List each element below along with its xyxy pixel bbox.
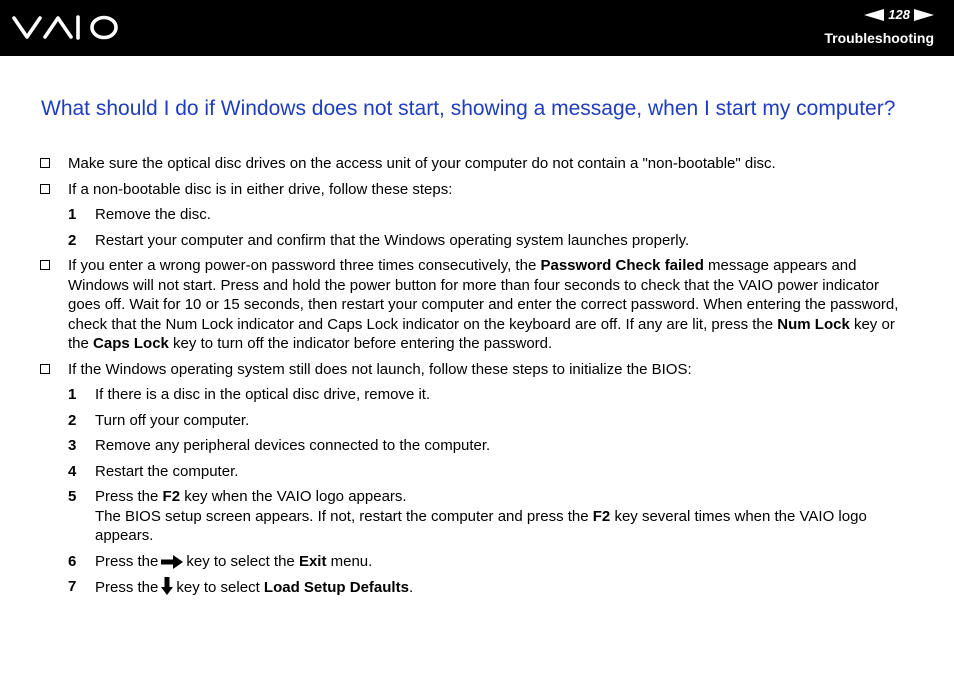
step-text: Remove any peripheral devices connected to the computer. xyxy=(95,437,491,454)
prev-page-icon[interactable] xyxy=(864,9,884,21)
down-arrow-key-icon xyxy=(161,577,173,595)
list-item xyxy=(40,360,915,380)
key-name: Num Lock xyxy=(777,315,850,333)
bullet-text: Make sure the optical disc drives on the access unit of your computer do not contain a "non-bootable" disc. xyxy=(68,155,776,172)
page-navigation xyxy=(864,7,934,22)
bullet-text: If a non-bootable disc is in either drive, follow these steps: xyxy=(68,180,453,198)
step-item xyxy=(40,462,915,482)
step-item xyxy=(40,231,915,251)
menu-item-name: Load Setup Defaults xyxy=(263,579,409,596)
text-run: Press the xyxy=(95,488,163,505)
step-number: 4 xyxy=(68,462,77,480)
step-text: Restart the computer. xyxy=(95,462,239,480)
key-name: F2 xyxy=(162,488,181,505)
checkbox-bullet-icon xyxy=(40,158,50,168)
bullet-text xyxy=(68,257,898,352)
step-item xyxy=(40,436,915,456)
bullet-text: If the Windows operating system still does not launch, follow these steps to initialize the BIOS: xyxy=(68,360,692,378)
page-title: What should I do if Windows does not start, showing a message, when I start my computer? xyxy=(41,97,896,120)
checkbox-bullet-icon xyxy=(40,184,50,194)
text-run: The BIOS setup screen appears. If not, restart the computer and press the xyxy=(95,507,593,525)
right-arrow-key-icon xyxy=(161,555,183,569)
page-header xyxy=(0,0,954,56)
step-number: 5 xyxy=(68,488,77,505)
text-run: Press the xyxy=(95,579,159,596)
list-item xyxy=(40,256,915,354)
step-number: 6 xyxy=(68,552,77,570)
document-body xyxy=(40,154,915,604)
page-number: 128 xyxy=(888,7,910,22)
step-number: 1 xyxy=(68,206,77,223)
step-item xyxy=(40,577,915,598)
step-number: 3 xyxy=(68,437,77,454)
step-item xyxy=(40,487,915,546)
next-page-icon[interactable] xyxy=(914,9,934,21)
text-run: key to turn off the indicator before entering the password. xyxy=(168,335,553,352)
text-run: menu. xyxy=(326,552,373,570)
text-run: . xyxy=(408,579,414,596)
text-run: If you enter a wrong power-on password three times consecutively, the xyxy=(68,257,541,274)
menu-name: Exit xyxy=(298,552,327,570)
step-text xyxy=(95,579,413,596)
list-item xyxy=(40,180,915,200)
step-item xyxy=(40,205,915,225)
checkbox-bullet-icon xyxy=(40,364,50,374)
text-run: message appears and Windows will not start. Press and hold the power button for more than four seconds to check that the VAIO power indicator goes off. Wait for 10 or 15 seconds, then restart your computer and enter the correct password. When entering the password, check that the Num Lock indicator and Caps Lock indicator on the keyboard are off. If any are lit, press the xyxy=(68,257,899,333)
checkbox-bullet-icon xyxy=(40,260,50,270)
text-run: key or the xyxy=(68,315,895,352)
step-text: If there is a disc in the optical disc drive, remove it. xyxy=(95,386,431,403)
step-text: Turn off your computer. xyxy=(95,411,250,429)
text-run: key to select xyxy=(176,579,264,596)
step-number: 2 xyxy=(68,411,77,429)
step-text: Restart your computer and confirm that the Windows operating system launches properly. xyxy=(95,231,690,249)
key-name: Caps Lock xyxy=(93,335,169,352)
vaio-logo xyxy=(12,12,120,42)
text-run: key to select the xyxy=(186,552,299,570)
step-item xyxy=(40,411,915,431)
key-name: F2 xyxy=(592,507,611,525)
list-item xyxy=(40,154,915,174)
step-number: 7 xyxy=(68,578,77,595)
message-name: Password Check failed xyxy=(540,257,704,274)
step-text xyxy=(95,488,867,544)
step-text: Remove the disc. xyxy=(95,206,211,223)
section-title: Troubleshooting xyxy=(824,30,934,46)
text-run: key when the VAIO logo appears. xyxy=(180,488,407,505)
step-text xyxy=(95,553,372,570)
step-number: 1 xyxy=(68,386,77,403)
text-run: key several times when the VAIO logo appears. xyxy=(95,507,867,544)
step-item xyxy=(40,385,915,405)
step-item xyxy=(40,552,915,572)
step-number: 2 xyxy=(68,231,77,249)
text-run: Press the xyxy=(95,552,159,570)
